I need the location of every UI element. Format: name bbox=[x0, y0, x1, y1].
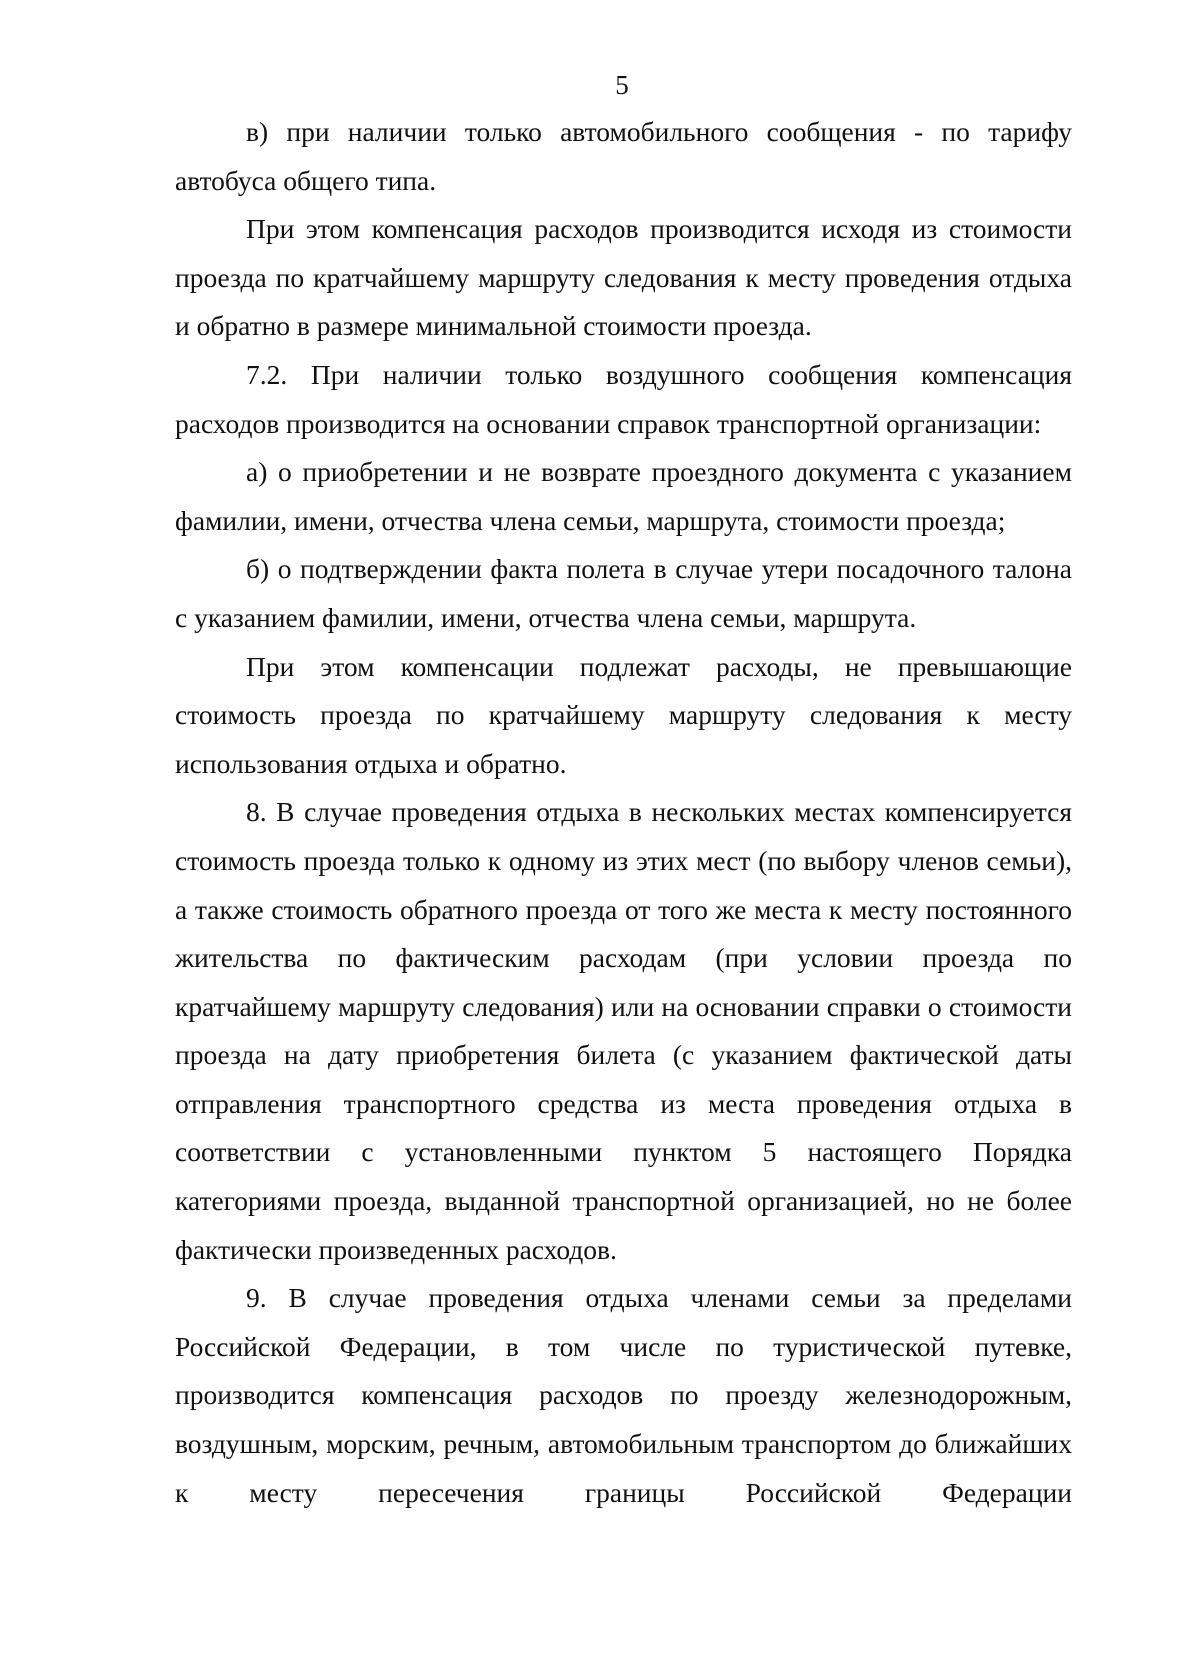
paragraph-v-road: в) при наличии только автомобильного сообщения - по тарифу автобуса общего типа. bbox=[175, 116, 1072, 196]
paragraph-compensation-limit: При этом компенсации подлежат расходы, не превышающие стоимость проезда по кратчайшему маршруту следования к месту использования отдыха и обратно. bbox=[175, 650, 1072, 779]
page-number: 5 bbox=[615, 70, 629, 100]
paragraph-b-flight: б) о подтверждении факта полета в случае утери посадочного талона с указанием фамилии, имени, отчества члена семьи, маршрута. bbox=[175, 553, 1072, 633]
paragraph-compensation-shortest-route: При этом компенсация расходов производится исходя из стоимости проезда по кратчайшему маршруту следования к месту проведения отдыха и обратно в размере минимальной стоимости проезда. bbox=[175, 213, 1072, 342]
document-body bbox=[175, 108, 1072, 1517]
paragraph-7-2-air: 7.2. При наличии только воздушного сообщения компенсация расходов производится на основании справок транспортной организации: bbox=[175, 358, 1072, 439]
paragraph-a-ticket: а) о приобретении и не возврате проездного документа с указанием фамилии, имени, отчества члена семьи, маршрута, стоимости проезда; bbox=[175, 456, 1072, 536]
paragraph-9-abroad: 9. В случае проведения отдыха членами семьи за пределами Российской Федерации, в том числе по туристической путевке, производится компенсация расходов по проезду железнодорожным, воздушным, морским, речным, автомобильным транспортом до ближайших к месту пересечения границы Российской Федерации bbox=[175, 1282, 1072, 1508]
paragraph-8-multiple-places: 8. В случае проведения отдыха в нескольких местах компенсируется стоимость проезда только к одному из этих мест (по выбору членов семьи), а также стоимость обратного проезда от того же места к месту постоянного жительства по фактическим расходам (при условии проезда по кратчайшему маршруту следования) или на основании справки о стоимости проезда на дату приобретения билета (с указанием фактической даты отправления транспортного средства из места проведения отдыха в соответствии с установленными пунктом 5 настоящего Порядка категориями проезда, выданной транспортной организацией, но не более фактически произведенных расходов. bbox=[175, 796, 1072, 1265]
